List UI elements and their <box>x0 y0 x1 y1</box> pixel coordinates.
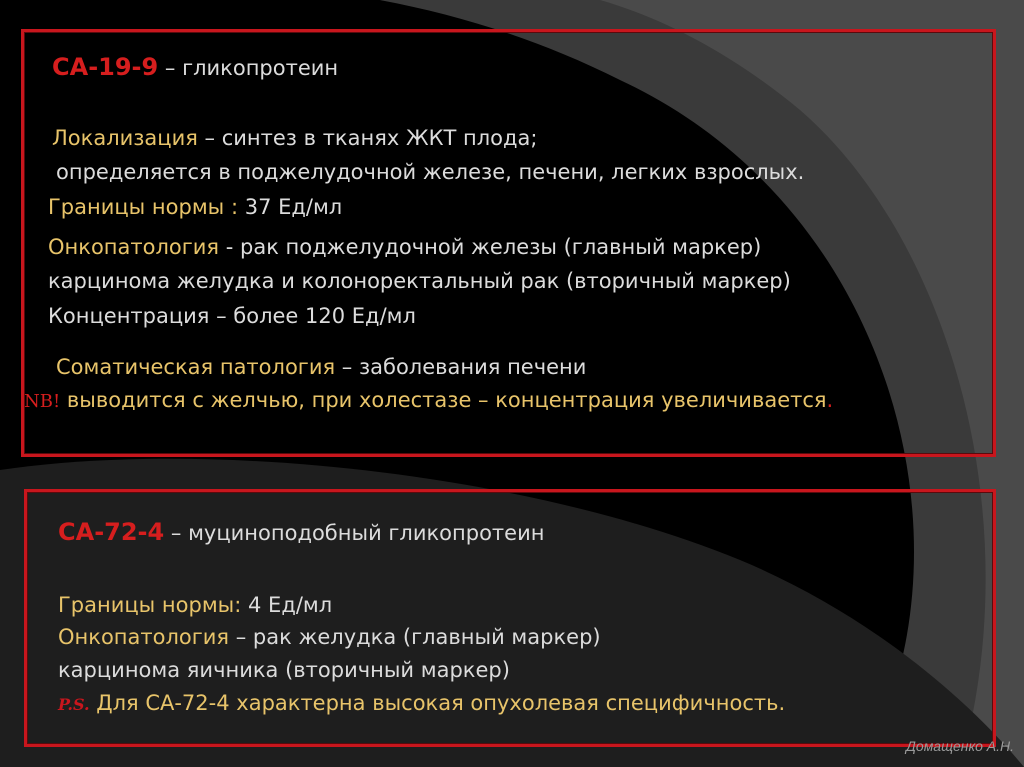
norm-value: 37 Ед/мл <box>244 195 343 219</box>
ps-text: Для СА-72-4 характерна высокая опухолевая специфичность. <box>89 691 786 715</box>
norm-label-2: Границы нормы: <box>58 593 242 617</box>
oncopathology-label: Онкопатология <box>48 235 220 259</box>
localization-label: Локализация <box>52 126 198 150</box>
oncopathology-text-b2: – рак желудка (главный маркер) <box>229 625 601 649</box>
ca-19-9-title: СА-19-9 <box>52 53 159 81</box>
norm-value-2: 4 Ед/мл <box>241 593 333 617</box>
oncopathology-line-b2-2 <box>58 657 510 683</box>
oncopathology-line-2 <box>48 268 791 294</box>
somatic-label: Соматическая патология <box>56 355 336 379</box>
nb-end: . <box>826 388 834 412</box>
ca-72-4-title-rest: – муциноподобный гликопротеин <box>164 521 545 545</box>
norm-label: Границы нормы : <box>48 195 245 219</box>
ca-72-4-heading <box>58 519 544 546</box>
oncopathology-text-2: карцинома желудка и колоноректальный рак (вторичный маркер) <box>48 269 791 293</box>
norm-line <box>48 194 342 220</box>
author-credit: Домащенко А.Н. <box>906 738 1014 754</box>
localization-text: – синтез в тканях ЖКТ плода; <box>197 126 538 150</box>
ca-72-4-title: СА-72-4 <box>58 518 165 546</box>
somatic-text: – заболевания печени <box>335 355 587 379</box>
nb-label: NB! <box>24 391 61 412</box>
somatic-line <box>56 354 586 380</box>
oncopathology-line <box>48 234 761 260</box>
ps-label: P.S. <box>58 695 90 714</box>
localization-text-2: определяется в поджелудочной железе, печени, легких взрослых. <box>56 160 805 184</box>
oncopathology-text: - рак поджелудочной железы (главный маркер) <box>219 235 762 259</box>
oncopathology-text-b2-2: карцинома яичника (вторичный маркер) <box>58 658 510 682</box>
localization-line <box>52 125 537 151</box>
nb-text: выводится с желчью, при холестазе – концентрация увеличивается <box>60 388 827 412</box>
nb-line <box>24 387 833 415</box>
norm-line-2 <box>58 592 332 618</box>
oncopathology-label-2: Онкопатология <box>58 625 230 649</box>
concentration-text: Концентрация – более 120 Ед/мл <box>48 304 416 328</box>
concentration-line <box>48 303 416 329</box>
oncopathology-line-b2 <box>58 624 601 650</box>
ca-19-9-heading <box>52 54 338 81</box>
ps-line <box>58 690 785 718</box>
localization-line-2 <box>56 159 804 185</box>
ca-19-9-title-rest: – гликопротеин <box>158 56 339 80</box>
